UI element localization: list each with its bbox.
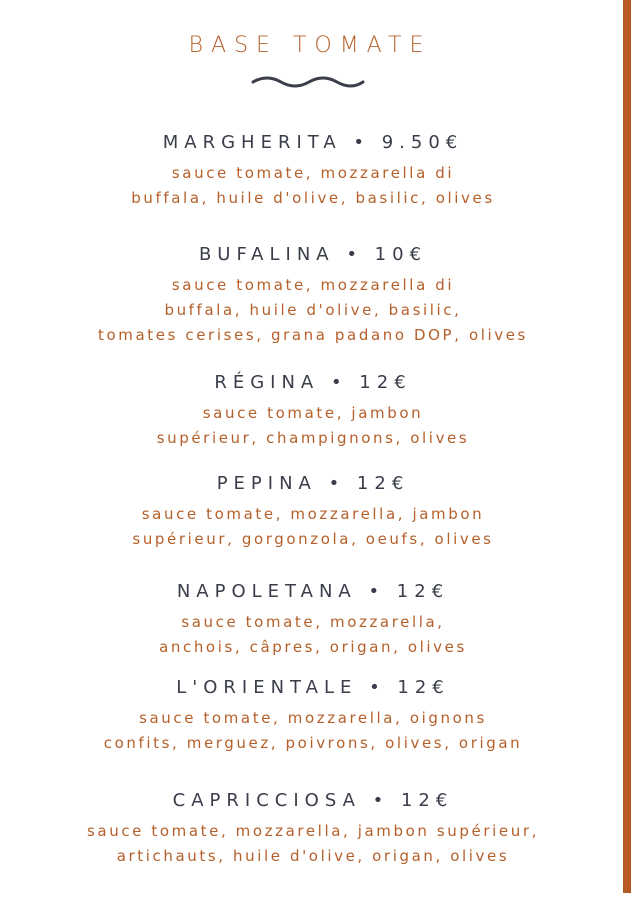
description-line: buffala, huile d'olive, basilic, olives [131,189,495,207]
menu-item [0,243,626,348]
description-line: supérieur, champignons, olives [156,429,470,447]
menu-item-name: PEPINA • 12€ [216,473,410,494]
description-line: sauce tomate, mozzarella di [171,276,455,294]
section-title: BASE TOMATE [188,33,432,58]
menu-item-description [0,502,626,552]
description-line: sauce tomate, mozzarella di [171,164,455,182]
menu-item [0,676,626,756]
menu-item-name: L'ORIENTALE • 12€ [176,677,450,698]
menu-item-description [0,819,626,869]
description-line: sauce tomate, mozzarella, jambon [141,505,485,523]
menu-item [0,472,626,552]
description-line: anchois, câpres, origan, olives [159,638,467,656]
description-line: buffala, huile d'olive, basilic, [164,301,462,319]
menu-item-description [0,273,626,348]
description-line: artichauts, huile d'olive, origan, olives [116,847,510,865]
description-line: sauce tomate, mozzarella, [181,613,445,631]
description-line: confits, merguez, poivrons, olives, origan [103,734,523,752]
wave-divider-icon [251,74,365,88]
menu-item-name: CAPRICCIOSA • 12€ [172,790,454,811]
menu-item [0,580,626,660]
description-line: supérieur, gorgonzola, oeufs, olives [132,530,494,548]
menu-item-description [0,401,626,451]
menu-item-name: BUFALINA • 10€ [198,244,428,265]
menu-item-description [0,706,626,756]
description-line: sauce tomate, mozzarella, oignons [139,709,487,727]
menu-item [0,131,626,211]
menu-item-name: NAPOLETANA • 12€ [176,581,450,602]
menu-item-description [0,161,626,211]
menu-item-name: MARGHERITA • 9.50€ [162,132,464,153]
description-line: sauce tomate, jambon [202,404,424,422]
menu-item-description [0,610,626,660]
description-line: tomates cerises, grana padano DOP, olives [98,326,528,344]
menu-item-name: RÉGINA • 12€ [214,372,412,393]
menu-item [0,371,626,451]
description-line: sauce tomate, mozzarella, jambon supérieur, [87,822,539,840]
menu-item [0,789,626,869]
